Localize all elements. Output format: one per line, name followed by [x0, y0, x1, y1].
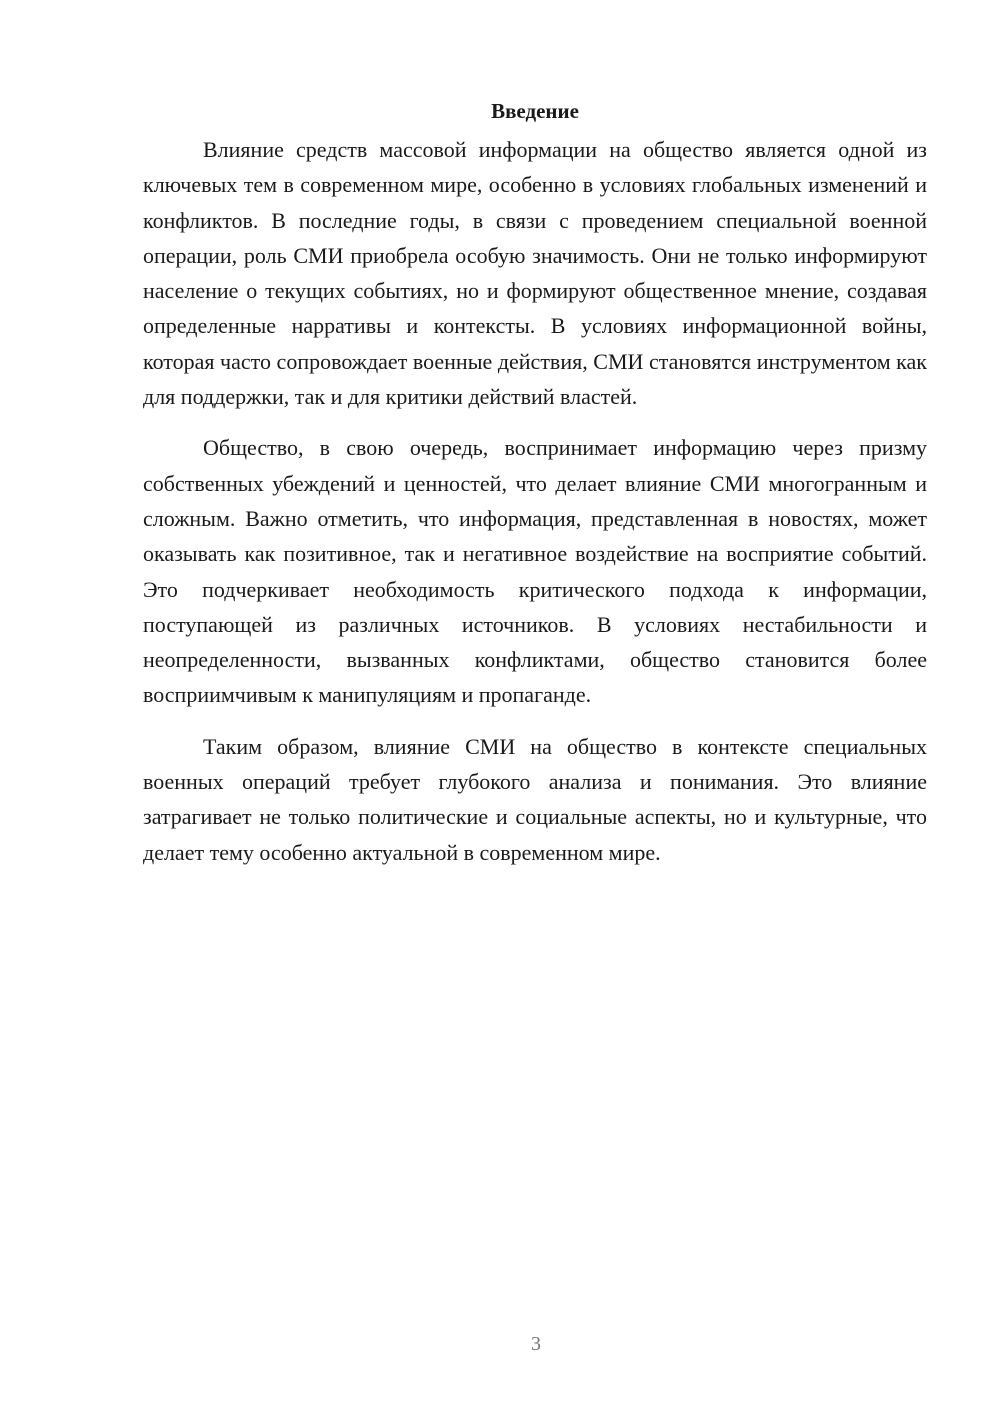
- paragraph-1: Влияние средств массовой информации на общество является одной из ключевых тем в современном мире, особенно в условиях глобальных изменений и конфликтов. В последние годы, в связи с проведением специальной военной операции, роль СМИ приобрела особую значимость. Они не только информируют население о текущих событиях, но и формируют общественное мнение, создавая определенные нарративы и контексты. В условиях информационной войны, которая часто сопровождает военные действия, СМИ становятся инструментом как для поддержки, так и для критики действий властей.: [143, 137, 927, 410]
- page-content: [143, 96, 927, 870]
- paragraph-2: Общество, в свою очередь, воспринимает информацию через призму собственных убеждений и ценностей, что делает влияние СМИ многогранным и сложным. Важно отметить, что информация, представленная в новостях, может оказывать как позитивное, так и негативное воздействие на восприятие событий. Это подчеркивает необходимость критического подхода к информации, поступающей из различных источников. В условиях нестабильности и неопределенности, вызванных конфликтами, общество становится более восприимчивым к манипуляциям и пропаганде.: [143, 435, 927, 708]
- paragraph-3: Таким образом, влияние СМИ на общество в контексте специальных военных операций требует глубокого анализа и понимания. Это влияние затрагивает не только политические и социальные аспекты, но и культурные, что делает тему особенно актуальной в современном мире.: [143, 733, 927, 865]
- page-number: 3: [531, 1333, 541, 1355]
- section-heading: Введение: [491, 99, 579, 123]
